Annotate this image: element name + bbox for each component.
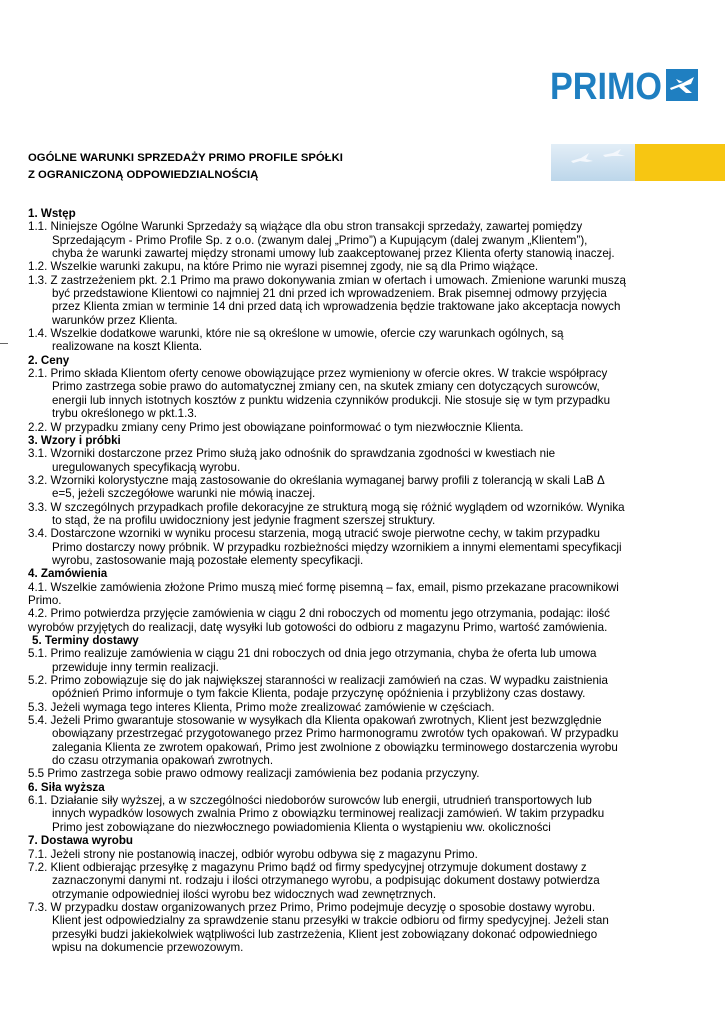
paragraph-line: Primo dostarczy nowy próbnik. W przypadku rozbieżności między wzornikiem a innymi elementami specyfikacji (52, 540, 622, 554)
paragraph-line: 3.4. Dostarczone wzorniki w wyniku procesu starzenia, mogą utracić swoje pierwotne cechy, w takim przypadku (28, 527, 600, 541)
section-heading: 3. Wzory i próbki (28, 433, 121, 447)
paragraph-line: 5.5 Primo zastrzega sobie prawo odmowy realizacji zamówienia bez podania przyczyny. (28, 767, 480, 781)
title-line-1: OGÓLNE WARUNKI SPRZEDAŻY PRIMO PROFILE SPÓŁKI (28, 152, 343, 164)
paragraph-line: Primo. (28, 593, 62, 607)
paragraph-line: 1.4. Wszelkie dodatkowe warunki, które nie są określone w umowie, ofercie czy warunkach ogólnych, są (28, 327, 564, 341)
header-banner-image (551, 144, 725, 181)
paragraph-line: energii lub innych istotnych kosztów z punktu widzenia czynników produkcji. Nie stosuje się w tym przypadku (52, 393, 611, 407)
paragraph-line: Primo zastrzega sobie prawo do automatycznej zmiany cen, na skutek zmiany cen dotyczących surowców, (52, 380, 600, 394)
paragraph-line: wyrobu, zastosowanie mają pozostałe elementy specyfikacji. (52, 553, 364, 567)
paragraph-line: 5.4. Jeżeli Primo gwarantuje stosowanie w wysyłkach dla Klienta opakowań zwrotnych, Klient jest bezwzględnie (28, 714, 602, 728)
sky-photo (551, 144, 635, 181)
paragraph-line: 5.2. Primo zobowiązuje się do jak największej staranności w realizacji zamówień na czas. W wypadku zaistnienia (28, 674, 608, 688)
paragraph-line: do czasu otrzymania opakowań zwrotnych. (52, 754, 274, 768)
paragraph-line: 5.3. Jeżeli wymaga tego interes Klienta, Primo może zrealizować zamówienie w częściach. (28, 700, 495, 714)
paragraph-line: 2.1. Primo składa Klientom oferty cenowe obowiązujące przez wymieniony w ofercie okres. W trakcie współpracy (28, 367, 608, 381)
paragraph-line: realizowane na koszt Klienta. (52, 340, 203, 354)
paragraph-line: chyba że warunki zawartej między stronami umowy lub zaakceptowanej przez Klienta oferty stanowią inaczej. (52, 247, 615, 261)
section-heading: 5. Terminy dostawy (32, 634, 139, 647)
paragraph-line: opóźnień Primo informuje o tym fakcie Klienta, podaje przyczynę opóźnienia i przybliżony czas dostawy. (52, 687, 586, 701)
primo-logo (550, 66, 698, 104)
paragraph-line: 6.1. Działanie siły wyższej, a w szczególności niedoborów surowców lub energii, utrudnień transportowych lub (28, 794, 592, 808)
paragraph-line: przesyłki budzi jakiekolwiek wątpliwości lub zastrzeżenia, Klient jest zobowiązany dokonać odpowiedniego (52, 927, 598, 941)
yellow-band (635, 144, 725, 181)
paragraph-line: 1.1. Niniejsze Ogólne Warunki Sprzedaży są wiążące dla obu stron transakcji sprzedaży, zawartej pomiędzy (28, 220, 583, 234)
paragraph-line: 5.1. Primo realizuje zamówienia w ciągu 21 dni roboczych od dnia jego otrzymania, chyba że oferta lub umowa (28, 647, 597, 661)
svg-text:PRIMO: PRIMO (550, 66, 662, 104)
paragraph-line: e=5, jeżeli szczegółowe warunki nie mówią inaczej. (52, 487, 316, 501)
paragraph-line: 7.3. W przypadku dostaw organizowanych przez Primo, Primo podejmuje decyzję o sposobie dostawy wyrobu. (28, 900, 596, 914)
paragraph-line: obowiązany przestrzegać przygotowanego przez Primo harmonogramu zwrotów tych opakowań. W przypadku (52, 727, 619, 741)
paragraph-line: przez Klienta zmian w terminie 14 dni przed datą ich wprowadzenia będzie traktowane jako akceptacja nowych (52, 300, 621, 314)
title-line-2: Z OGRANICZONĄ ODPOWIEDZIALNOŚCIĄ (28, 169, 259, 181)
paragraph-line: wyrobów przyjętych do realizacji, datę wysyłki lub gotowości do odbioru z magazynu Primo, wartość zamówienia. (28, 620, 608, 634)
paragraph-line: 3.3. W szczególnych przypadkach profile dekoracyjne ze strukturą mogą się różnić wyglądem od wzorników. Wynika (28, 500, 625, 514)
paragraph-line: innych wypadków losowych zwalnia Primo z obowiązku terminowej realizacji zamówień. W takim przypadku (52, 807, 605, 821)
paragraph-line: otrzymanie odpowiedniej ilości wyrobu bez widocznych wad zewnętrznych. (52, 887, 437, 901)
paragraph-line: 3.2. Wzorniki kolorystyczne mają zastosowanie do określania wymaganej barwy profili z tolerancją w skali LaB Δ (28, 473, 605, 487)
paragraph-line: 1.3. Z zastrzeżeniem pkt. 2.1 Primo ma prawo dokonywania zmian w ofertach i umowach. Zmienione warunki muszą (28, 273, 626, 287)
paragraph-line: zalegania Klienta ze zwrotem opakowań, Primo jest zwolnione z obowiązku terminowego dostarczenia wyrobu (52, 740, 618, 754)
paragraph-line: Klient jest odpowiedzialny za sprawdzenie stanu przesyłki w trakcie odbioru od firmy spedycyjnej. Jeżeli stan (52, 914, 609, 928)
paragraph-line: 3.1. Wzorniki dostarczone przez Primo służą jako odnośnik do sprawdzania zgodności w kwestiach nie (28, 447, 556, 461)
margin-mark (0, 343, 8, 344)
paragraph-line: Sprzedającym - Primo Profile Sp. z o.o. (zwanym dalej „Primo”) a Kupującym (dalej zwanym „Klientem”), (52, 233, 588, 247)
paragraph-line: 4.1. Wszelkie zamówienia złożone Primo muszą mieć formę pisemną – fax, email, pismo przekazane pracownikowi (28, 580, 619, 594)
section-heading: 7. Dostawa wyrobu (28, 834, 134, 848)
document-title (28, 150, 343, 184)
paragraph-line: to stąd, że na profilu uwidoczniony jest jedynie fragment szerszej struktury. (52, 513, 436, 527)
paragraph-line: być przedstawione Klientowi co najmniej 21 dni przed ich wprowadzeniem. Brak pisemnej odmowy przyjęcia (52, 287, 607, 301)
paragraph-line: 4.2. Primo potwierdza przyjęcie zamówienia w ciągu 2 dni roboczych od momentu jego otrzymania, podając: ilość (28, 607, 610, 621)
paragraph-line: uregulowanych specyfikacją wyrobu. (52, 460, 241, 474)
paragraph-line: trybu określonego w pkt.1.3. (52, 407, 198, 421)
paragraph-line: 7.1. Jeżeli strony nie postanowią inaczej, odbiór wyrobu odbywa się z magazynu Primo. (28, 847, 478, 861)
paragraph-line: warunków przez Klienta. (52, 313, 178, 327)
paragraph-line: 1.2. Wszelkie warunki zakupu, na które Primo nie wyrazi pisemnej zgody, nie są dla Primo wiążące. (28, 260, 539, 274)
section-heading: 2. Ceny (28, 353, 70, 367)
paragraph-line: wpisu na dokumencie przewozowym. (52, 940, 244, 954)
section-heading: 6. Siła wyższa (28, 780, 105, 794)
section-heading: 1. Wstęp (28, 207, 76, 220)
paragraph-line: 7.2. Klient odbierając przesyłkę z magazynu Primo bądź od firmy spedycyjnej otrzymuje dokument dostawy z (28, 860, 587, 874)
paragraph-line: zaznaczonymi danymi nt. rodzaju i ilości otrzymanego wyrobu, a podpisując dokument dostawy potwierdza (52, 874, 600, 888)
paragraph-line: Primo jest zobowiązane do niezwłocznego powiadomienia Klienta o wystąpieniu ww. okoliczności (52, 820, 551, 834)
section-heading: 4. Zamówienia (28, 567, 108, 581)
terms-body (28, 207, 658, 954)
paragraph-line: 2.2. W przypadku zmiany ceny Primo jest obowiązane poinformować o tym niezwłocznie Klienta. (28, 420, 524, 434)
paragraph-line: przewiduje inny termin realizacji. (52, 660, 219, 674)
